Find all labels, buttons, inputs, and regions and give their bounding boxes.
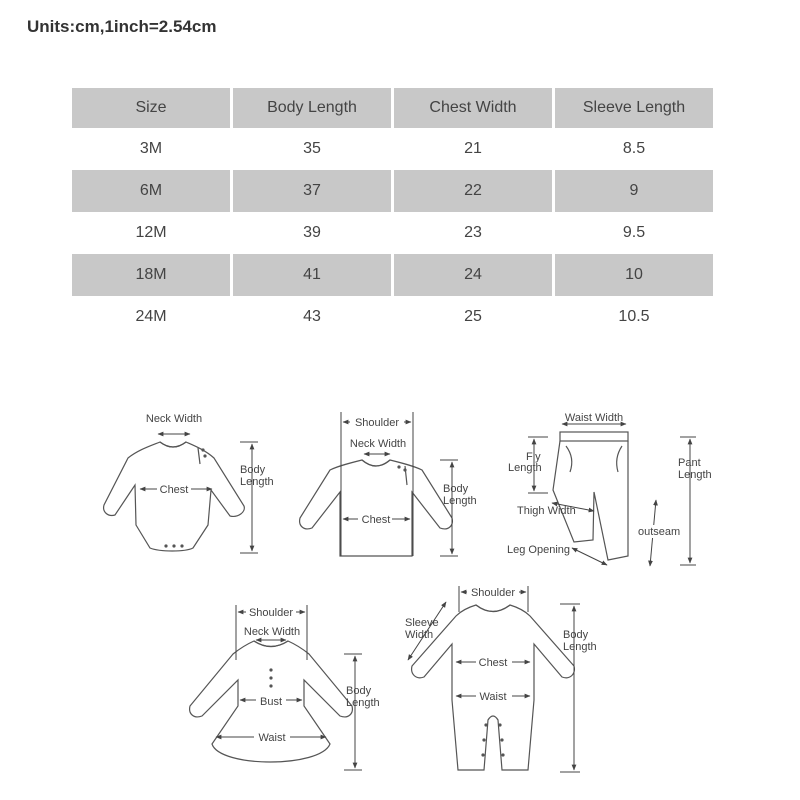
cell-chest-width: 23 (464, 224, 482, 241)
top-neck-width-label: Neck Width (349, 438, 407, 450)
pants-thigh-width-label: Thigh Width (517, 505, 576, 517)
cell-size: 3M (139, 140, 163, 157)
bodysuit-diagram (104, 413, 274, 553)
dress-shoulder-label: Shoulder (248, 607, 294, 619)
top-body-length-label-2: Length (443, 495, 477, 507)
dress-waist-label: Waist (258, 732, 286, 744)
cell-size: 24M (135, 308, 167, 325)
top-body-length-label-1: Body (443, 483, 469, 495)
cell-body-length: 43 (303, 308, 321, 325)
romper-sleeve-width-label-1: Sleeve (405, 617, 439, 629)
dress-body-length-label-1: Body (346, 685, 372, 697)
cell-body-length: 35 (303, 140, 321, 157)
units-note: Units:cm,1inch=2.54cm (27, 17, 217, 36)
cell-chest-width: 24 (394, 254, 552, 296)
cell-chest-width: 21 (464, 140, 482, 157)
top-diagram (300, 412, 477, 556)
romper-chest-label: Chest (478, 657, 508, 669)
cell-sleeve-length: 9 (555, 170, 713, 212)
pants-fly-length-label-2: Length (508, 462, 542, 474)
header-chest-width: Chest Width (394, 88, 552, 128)
pants-pant-length-label-2: Length (678, 469, 712, 481)
romper-body-length-label-2: Length (563, 641, 597, 653)
top-shoulder-label: Shoulder (354, 417, 400, 429)
romper-waist-label: Waist (479, 691, 507, 703)
bodysuit-body-length-label-1: Body (240, 464, 266, 476)
romper-diagram (405, 585, 597, 772)
cell-size: 18M (72, 254, 230, 296)
romper-shoulder-label: Shoulder (470, 587, 516, 599)
cell-body-length: 41 (233, 254, 391, 296)
dress-neck-width-label: Neck Width (243, 626, 301, 638)
cell-sleeve-length: 8.5 (622, 140, 646, 157)
cell-chest-width: 22 (394, 170, 552, 212)
pants-leg-opening-label: Leg Opening (507, 544, 570, 556)
header-size: Size (72, 88, 230, 128)
pants-diagram (507, 412, 712, 566)
bodysuit-chest-label: Chest (159, 484, 189, 496)
cell-sleeve-length: 9.5 (622, 224, 646, 241)
romper-sleeve-width-label-2: Width (405, 629, 434, 641)
dress-body-length-label-2: Length (346, 697, 380, 709)
pants-outseam-label: outseam (638, 526, 681, 538)
pants-waist-width-label: Waist Width (564, 412, 624, 424)
cell-chest-width: 25 (464, 308, 482, 325)
cell-sleeve-length: 10 (555, 254, 713, 296)
dress-diagram (190, 605, 380, 770)
cell-body-length: 37 (233, 170, 391, 212)
dress-bust-label: Bust (259, 696, 283, 708)
header-sleeve-length: Sleeve Length (555, 88, 713, 128)
cell-size: 12M (135, 224, 167, 241)
header-body-length: Body Length (233, 88, 391, 128)
bodysuit-body-length-label-2: Length (240, 476, 274, 488)
pants-fly-length-label-1: Fly (526, 451, 541, 463)
pants-pant-length-label-1: Pant (678, 457, 701, 469)
romper-body-length-label-1: Body (563, 629, 589, 641)
top-chest-label: Chest (361, 514, 391, 526)
cell-size: 6M (72, 170, 230, 212)
bodysuit-neck-width-label: Neck Width (145, 413, 203, 425)
cell-body-length: 39 (303, 224, 321, 241)
cell-sleeve-length: 10.5 (618, 308, 650, 325)
